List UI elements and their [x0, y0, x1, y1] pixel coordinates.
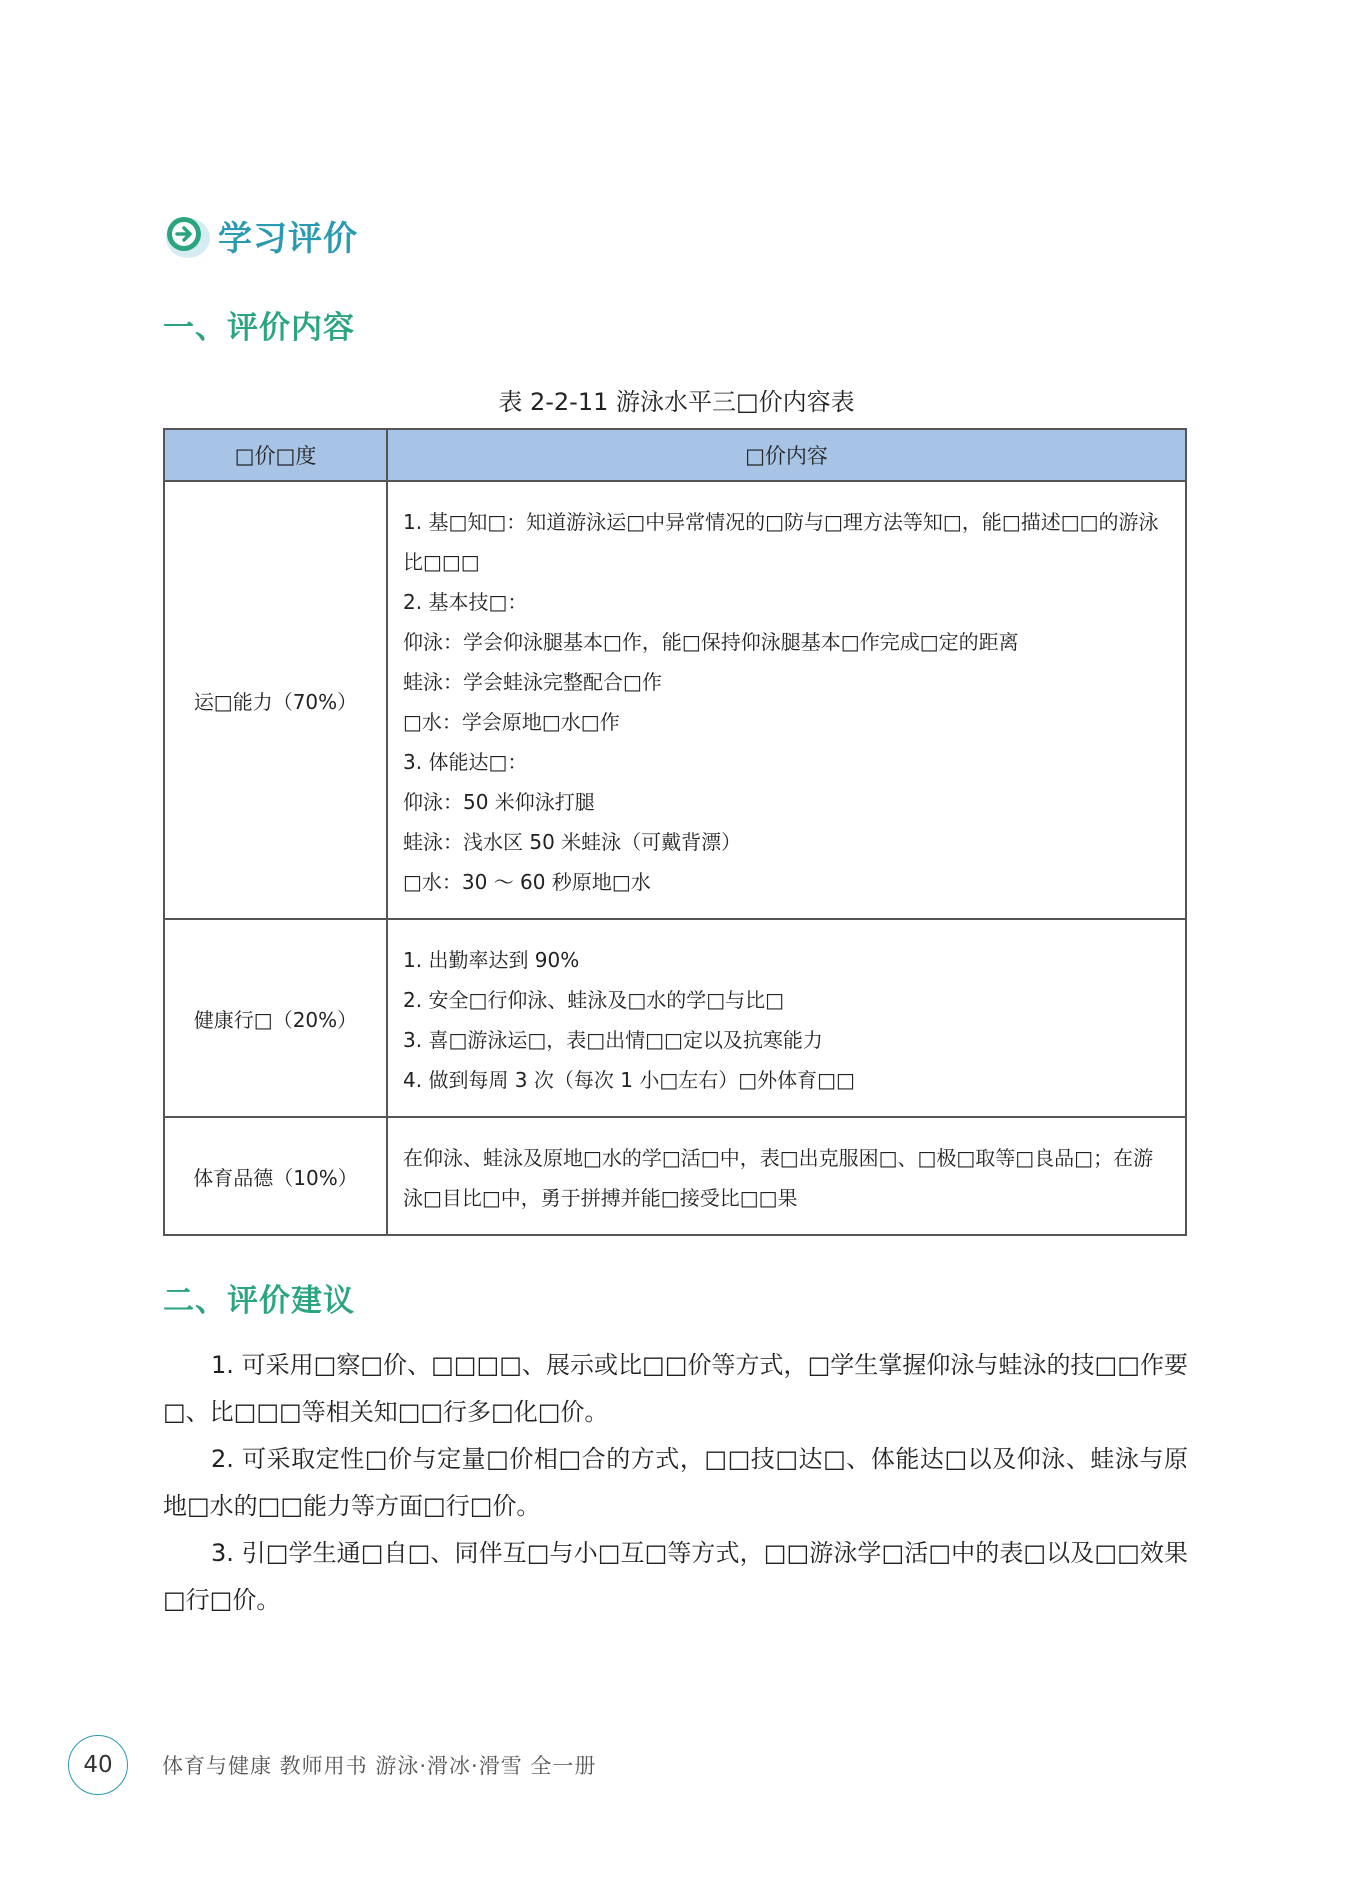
content-line: 蛙泳：浅水区 50 米蛙泳（可戴背漂） — [403, 830, 742, 854]
page-title: 学习评价 — [218, 218, 358, 259]
row-dimension: 运□能力（70%） — [164, 481, 387, 919]
book-title: 体育与健康 教师用书 游泳·滑冰·滑雪 全一册 — [162, 1754, 597, 1778]
advice-body — [163, 1342, 1188, 1624]
column-header-dimension: □价□度 — [164, 429, 387, 481]
row-content — [387, 919, 1186, 1117]
evaluation-table — [163, 428, 1187, 1236]
content-line: 仰泳：学会仰泳腿基本□作，能□保持仰泳腿基本□作完成□定的距离 — [403, 630, 1019, 654]
content-line: 蛙泳：学会蛙泳完整配合□作 — [403, 670, 662, 694]
section-title-evaluation-content: 一、评价内容 — [163, 310, 355, 346]
content-line: 1. 基□知□：知道游泳运□中异常情况的□防与□理方法等知□，能□描述□□的游泳比□□□ — [403, 510, 1159, 574]
table-caption: 表 2-2-11 游泳水平三□价内容表 — [498, 388, 855, 416]
row-content — [387, 1117, 1186, 1235]
content-line: □水：30 ～ 60 秒原地□水 — [403, 870, 651, 894]
page-number: 40 — [68, 1735, 128, 1795]
table-row — [164, 1117, 1186, 1235]
content-line: 2. 基本技□： — [403, 590, 528, 614]
advice-paragraph: 3. 引□学生通□自□、同伴互□与小□互□等方式，□□游泳学□活□中的表□以及□□效果□行□价。 — [163, 1539, 1188, 1614]
advice-paragraph: 2. 可采取定性□价与定量□价相□合的方式，□□技□达□、体能达□以及仰泳、蛙泳与原地□水的□□能力等方面□行□价。 — [163, 1445, 1188, 1520]
page-header — [162, 210, 358, 260]
arrow-right-circle-icon — [162, 210, 212, 260]
table-row — [164, 481, 1186, 919]
row-dimension: 健康行□（20%） — [164, 919, 387, 1117]
content-line: 2. 安全□行仰泳、蛙泳及□水的学□与比□ — [403, 988, 785, 1012]
advice-paragraph: 1. 可采用□察□价、□□□□、展示或比□□价等方式，□学生掌握仰泳与蛙泳的技□□作要□、比□□□等相关知□□行多□化□价。 — [163, 1351, 1188, 1426]
content-line: 1. 出勤率达到 90% — [403, 948, 580, 972]
content-line: 3. 体能达□： — [403, 750, 528, 774]
column-header-content: □价内容 — [387, 429, 1186, 481]
content-line: 仰泳：50 米仰泳打腿 — [403, 790, 595, 814]
content-line: 在仰泳、蛙泳及原地□水的学□活□中，表□出克服困□、□极□取等□良品□；在游泳□目比□中，勇于拼搏并能□接受比□□果 — [403, 1146, 1154, 1210]
table-row — [164, 919, 1186, 1117]
content-line: 3. 喜□游泳运□，表□出情□□定以及抗寒能力 — [403, 1028, 823, 1052]
row-dimension: 体育品德（10%） — [164, 1117, 387, 1235]
content-line: 4. 做到每周 3 次（每次 1 小□左右）□外体育□□ — [403, 1068, 855, 1092]
row-content — [387, 481, 1186, 919]
section-title-evaluation-advice: 二、评价建议 — [163, 1283, 355, 1319]
content-line: □水：学会原地□水□作 — [403, 710, 620, 734]
page-footer — [68, 1735, 596, 1795]
table-header-row — [164, 429, 1186, 481]
